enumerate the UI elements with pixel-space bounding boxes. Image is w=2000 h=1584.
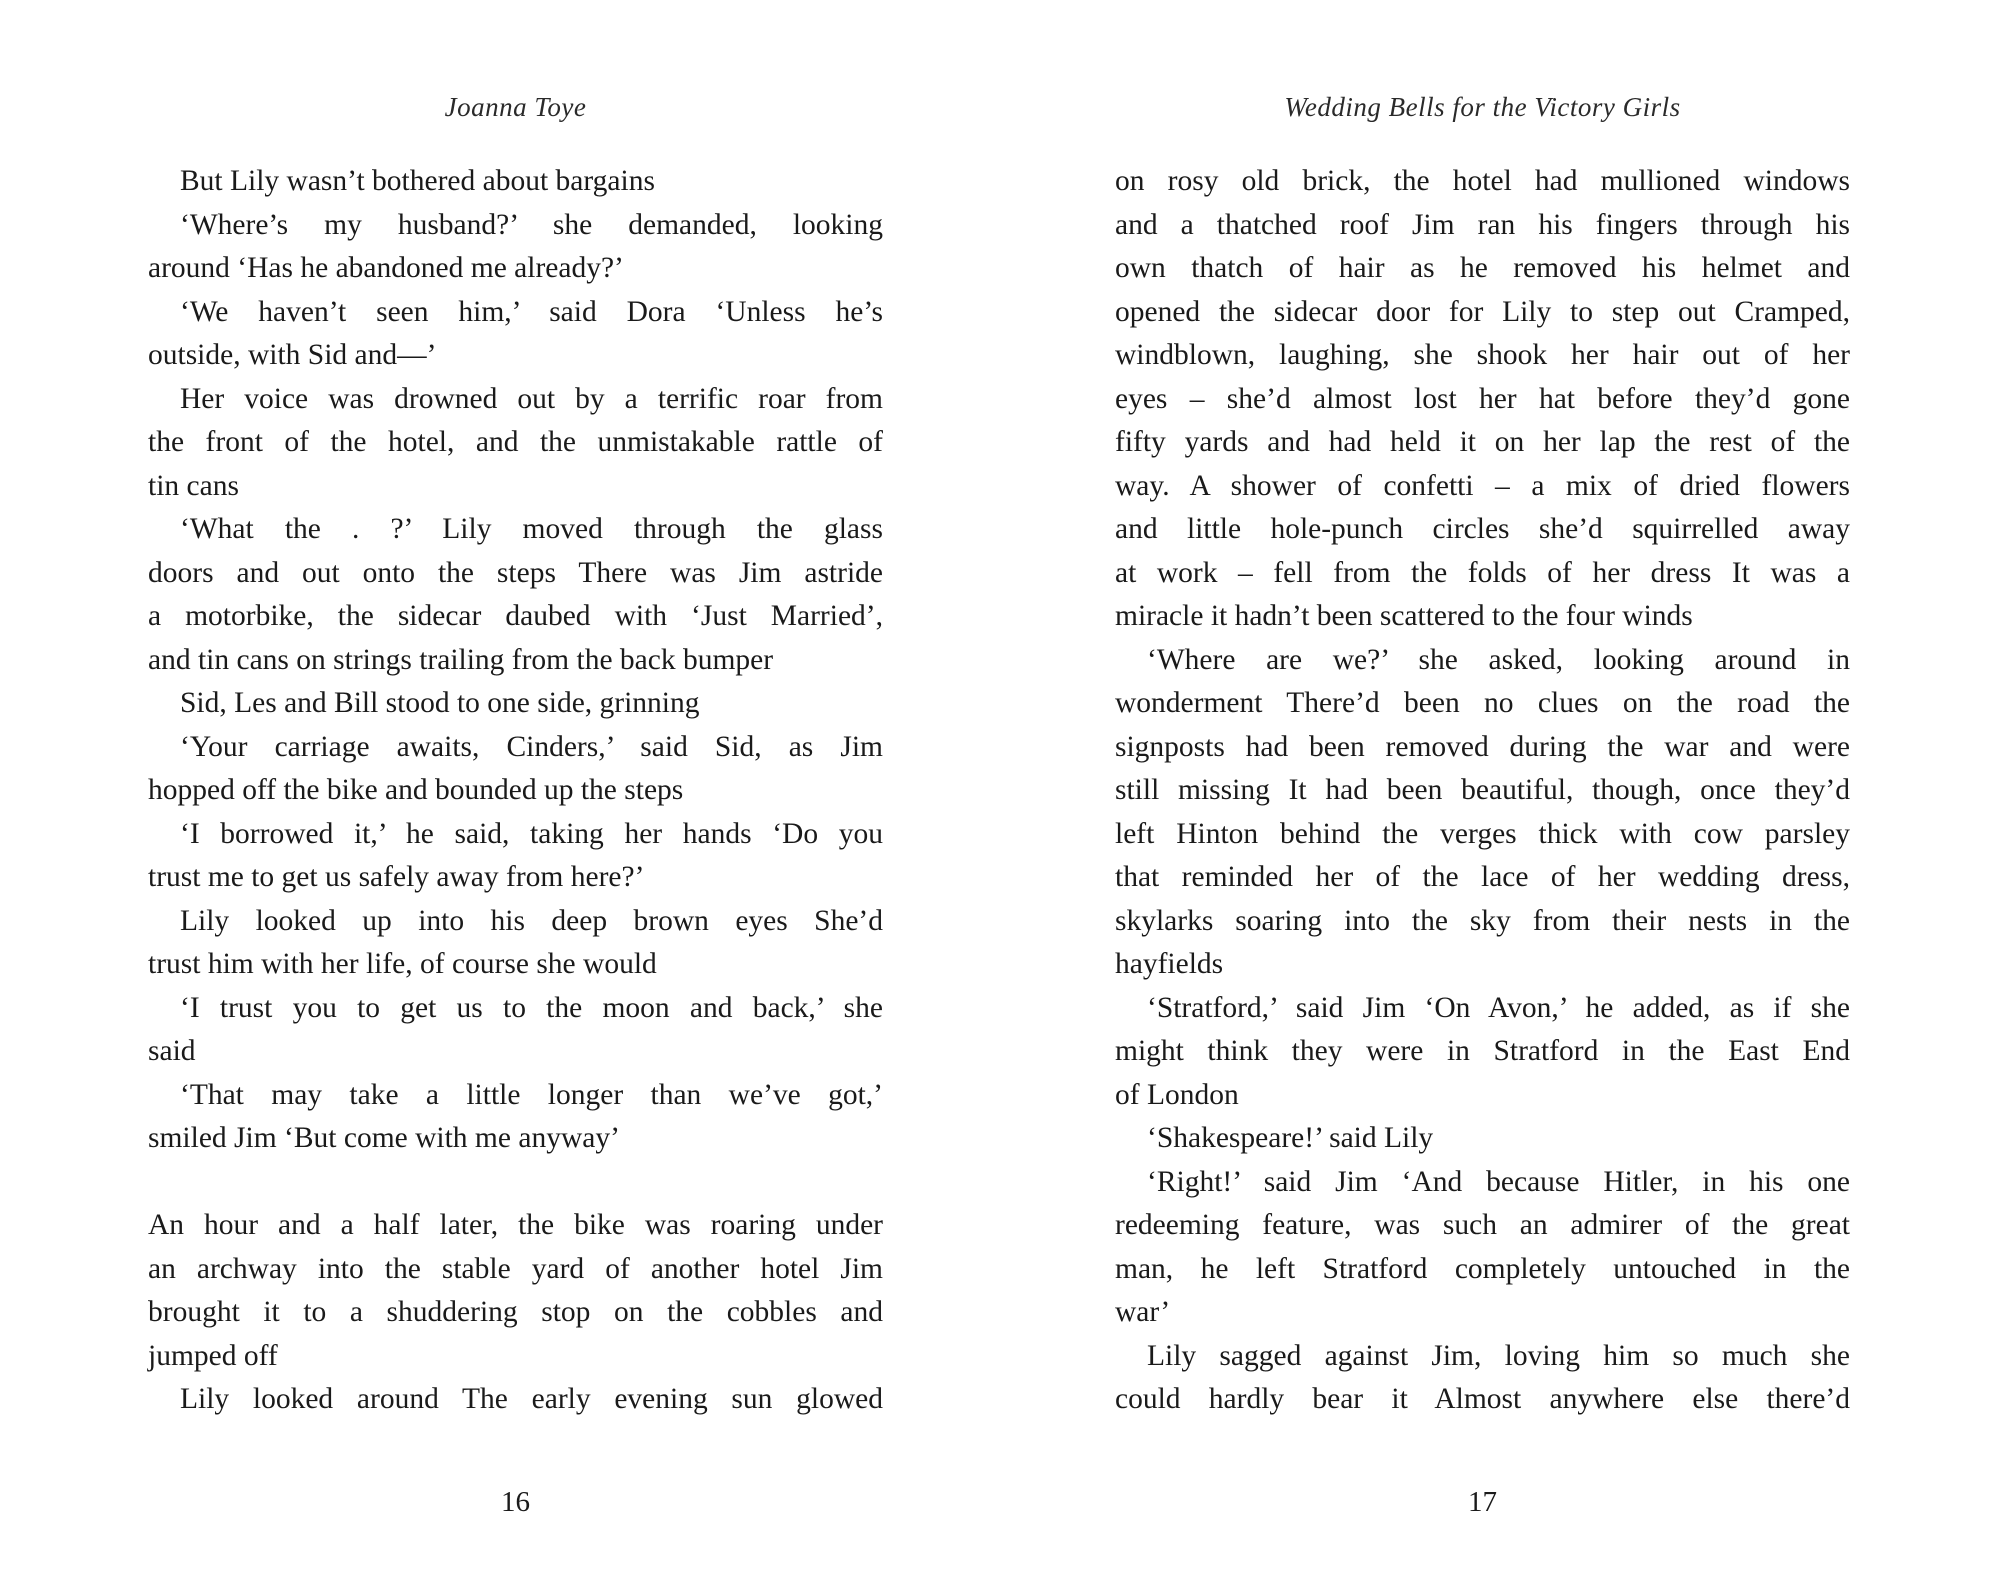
text-line: and a thatched roof Jim ran his fingers through his [1115,208,1850,241]
text-line: signposts had been removed during the war and were [1115,730,1850,763]
text-line: But Lily wasn’t bothered about bargains [180,165,655,197]
text-line: and tin cans on strings trailing from the back bumper [148,643,774,676]
text-line: smiled Jim ‘But come with me anyway’ [148,1122,620,1154]
text-line: at work – fell from the folds of her dress It was a [1115,556,1850,589]
page-number: 16 [501,1486,530,1518]
text-line: a motorbike, the sidecar daubed with ‘Just Married’, [148,600,883,632]
text-line: might think they were in Stratford in the East End [1115,1035,1850,1067]
text-line: ‘I trust you to get us to the moon and back,’ she [180,991,883,1024]
text-line: the front of the hotel, and the unmistakable rattle of [148,426,883,458]
text-line: an archway into the stable yard of another hotel Jim [148,1252,883,1285]
text-line: miracle it hadn’t been scattered to the four winds [1115,600,1693,632]
right-page [1115,0,1850,1584]
section-break [148,1161,883,1205]
running-head-title: Wedding Bells for the Victory Girls [1284,92,1681,122]
text-line: hayfields [1115,948,1224,980]
text-line: ‘Stratford,’ said Jim ‘On Avon,’ he added, as if she [1147,991,1850,1024]
text-line: trust me to get us safely away from here?’ [148,861,645,893]
text-line: redeeming feature, was such an admirer of the great [1115,1209,1850,1241]
text-line: said [148,1035,196,1067]
body-text [1115,160,1850,1422]
text-line: war’ [1115,1296,1171,1328]
running-head-author: Joanna Toye [444,92,587,122]
text-line: windblown, laughing, she shook her hair out of her [1115,339,1850,371]
text-line: way. A shower of confetti – a mix of dried flowers [1115,469,1850,502]
text-line: skylarks soaring into the sky from their nests in the [1115,904,1850,937]
text-line: and little hole-punch circles she’d squirrelled away [1115,513,1850,545]
text-line: ‘That may take a little longer than we’ve got,’ [180,1078,883,1111]
left-page [148,0,883,1584]
text-line: brought it to a shuddering stop on the cobbles and [148,1296,883,1328]
text-line: Sid, Les and Bill stood to one side, grinning [180,687,700,719]
text-line: eyes – she’d almost lost her hat before they’d gone [1115,382,1850,415]
text-line: left Hinton behind the verges thick with cow parsley [1115,817,1850,850]
text-line: ‘Where are we?’ she asked, looking around in [1147,643,1850,676]
text-line: still missing It had been beautiful, though, once they’d [1115,774,1850,806]
text-line: outside, with Sid and—’ [148,339,437,371]
text-line: own thatch of hair as he removed his helmet and [1115,252,1850,284]
text-line: ‘Shakespeare!’ said Lily [1147,1122,1434,1154]
text-line: fifty yards and had held it on her lap the rest of the [1115,426,1850,458]
text-line: ‘What the . ?’ Lily moved through the glass [180,513,883,545]
text-line: Lily sagged against Jim, loving him so much she [1147,1339,1850,1372]
text-line: jumped off [148,1339,278,1372]
text-line: tin cans [148,469,239,502]
text-line: hopped off the bike and bounded up the steps [148,774,684,806]
text-line: ‘I borrowed it,’ he said, taking her hands ‘Do you [180,817,883,850]
text-line: around ‘Has he abandoned me already?’ [148,252,624,284]
text-line: doors and out onto the steps There was Jim astride [148,556,883,589]
text-line: that reminded her of the lace of her wedding dress, [1115,861,1850,893]
text-line: ‘Where’s my husband?’ she demanded, looking [180,208,883,241]
text-line: trust him with her life, of course she would [148,948,657,980]
text-line: An hour and a half later, the bike was roaring under [148,1209,883,1241]
text-line: wonderment There’d been no clues on the road the [1115,687,1850,719]
text-line: Lily looked around The early evening sun glowed [180,1383,883,1415]
text-line: on rosy old brick, the hotel had mullioned windows [1115,165,1850,197]
text-line: Her voice was drowned out by a terrific roar from [180,382,883,415]
body-text [148,160,883,1422]
text-line: ‘Right!’ said Jim ‘And because Hitler, in his one [1147,1165,1850,1198]
text-line: Lily looked up into his deep brown eyes She’d [180,904,883,937]
text-line: man, he left Stratford completely untouched in the [1115,1252,1850,1285]
text-line: ‘Your carriage awaits, Cinders,’ said Sid, as Jim [180,730,883,763]
page-number: 17 [1468,1486,1497,1518]
text-line: ‘We haven’t seen him,’ said Dora ‘Unless he’s [180,295,883,328]
text-line: could hardly bear it Almost anywhere else there’d [1115,1383,1850,1415]
text-line: opened the sidecar door for Lily to step out Cramped, [1115,295,1850,328]
text-line: of London [1115,1078,1239,1111]
